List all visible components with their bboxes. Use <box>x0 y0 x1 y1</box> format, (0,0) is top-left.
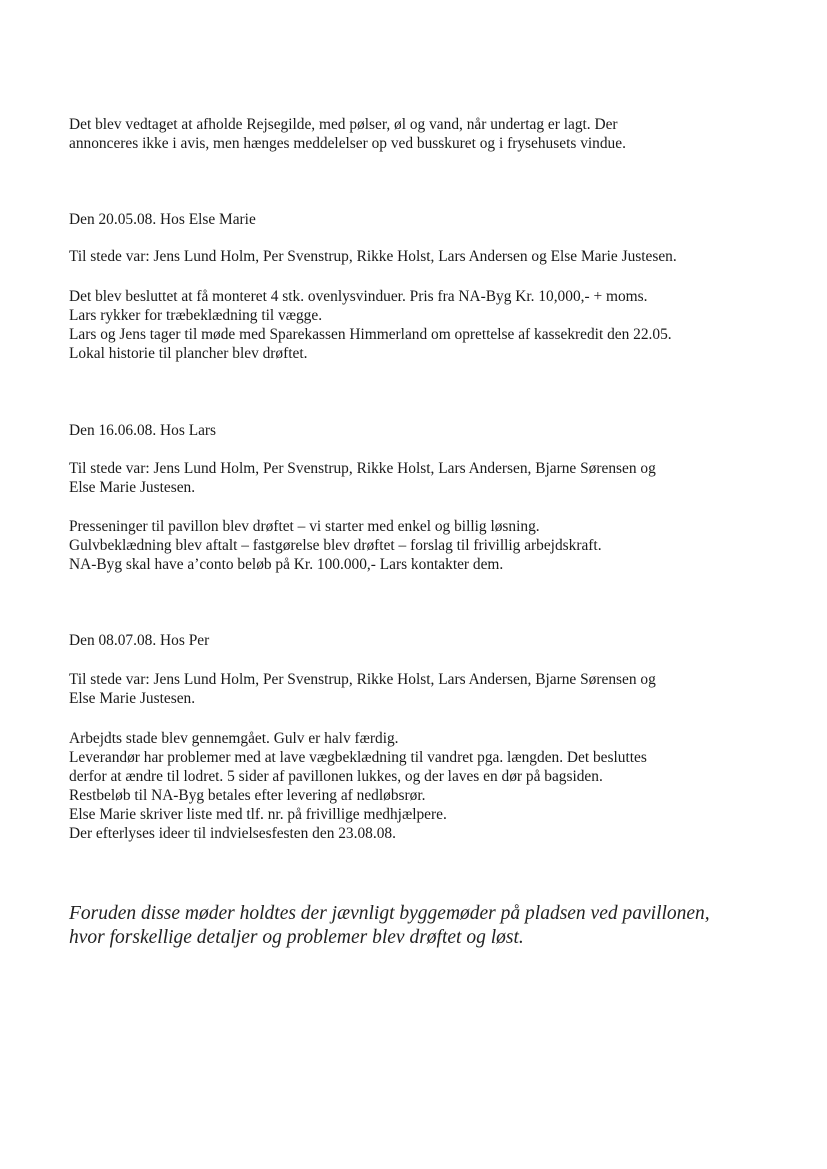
meeting-note: Presseninger til pavillon blev drøftet – vi starter med enkel og billig løsning. <box>69 518 540 535</box>
meeting-heading: Den 20.05.08. Hos Else Marie <box>69 211 256 228</box>
intro-line: Det blev vedtaget at afholde Rejsegilde, med pølser, øl og vand, når undertag er lagt. Der <box>69 116 618 133</box>
meeting-heading: Den 08.07.08. Hos Per <box>69 632 210 649</box>
meeting-attendees: Else Marie Justesen. <box>69 479 196 496</box>
meeting-note: Lars rykker for træbeklædning til vægge. <box>69 307 323 324</box>
intro-line: annonceres ikke i avis, men hænges meddelelser op ved busskuret og i frysehusets vindue. <box>69 135 626 152</box>
meeting-attendees: Til stede var: Jens Lund Holm, Per Svenstrup, Rikke Holst, Lars Andersen, Bjarne Sørensen og <box>69 460 656 477</box>
meeting-note: Arbejdts stade blev gennemgået. Gulv er halv færdig. <box>69 730 399 747</box>
meeting-note: Det blev besluttet at få monteret 4 stk. ovenlysvinduer. Pris fra NA-Byg Kr. 10,000,- + moms. <box>69 288 648 305</box>
meeting-attendees: Else Marie Justesen. <box>69 690 196 707</box>
meeting-heading: Den 16.06.08. Hos Lars <box>69 422 217 439</box>
meeting-note: Lars og Jens tager til møde med Sparekassen Himmerland om oprettelse af kassekredit den 22.05. <box>69 326 672 343</box>
closing-statement-line: Foruden disse møder holdtes der jævnligt byggemøder på pladsen ved pavillonen, <box>69 903 710 924</box>
meeting-note: Lokal historie til plancher blev drøftet. <box>69 345 308 362</box>
meeting-note: Leverandør har problemer med at lave vægbeklædning til vandret pga. længden. Det besluttes <box>69 749 647 766</box>
meeting-note: derfor at ændre til lodret. 5 sider af pavillonen lukkes, og der laves en dør på bagsiden. <box>69 768 603 785</box>
meeting-note: Restbeløb til NA-Byg betales efter levering af nedløbsrør. <box>69 787 426 804</box>
meeting-note: NA-Byg skal have a’conto beløb på Kr. 100.000,- Lars kontakter dem. <box>69 556 504 573</box>
meeting-note: Der efterlyses ideer til indvielsesfesten den 23.08.08. <box>69 825 396 842</box>
meeting-attendees: Til stede var: Jens Lund Holm, Per Svenstrup, Rikke Holst, Lars Andersen, Bjarne Sørensen og <box>69 671 656 688</box>
meeting-attendees: Til stede var: Jens Lund Holm, Per Svenstrup, Rikke Holst, Lars Andersen og Else Marie Justesen. <box>69 248 677 265</box>
meeting-note: Else Marie skriver liste med tlf. nr. på frivillige medhjælpere. <box>69 806 447 823</box>
meeting-note: Gulvbeklædning blev aftalt – fastgørelse blev drøftet – forslag til frivillig arbejdskraft. <box>69 537 602 554</box>
closing-statement-line: hvor forskellige detaljer og problemer blev drøftet og løst. <box>69 927 524 948</box>
